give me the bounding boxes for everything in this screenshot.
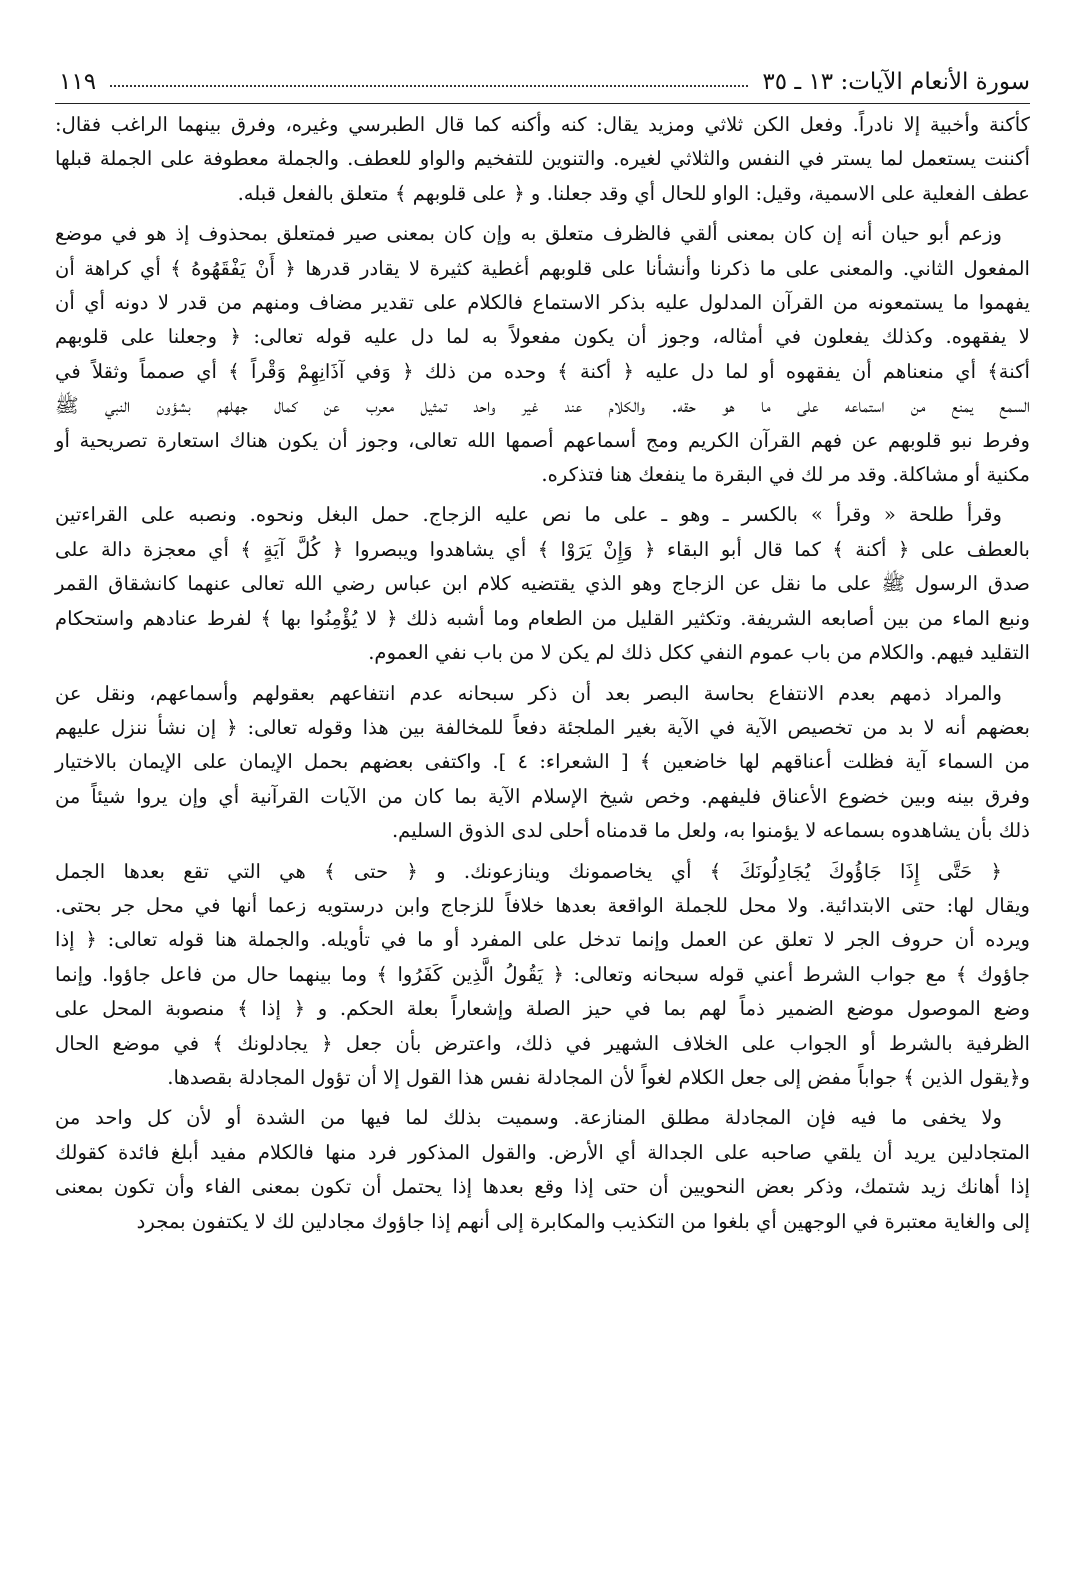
text-line: و﴿يقول الذين ﴾ جواباً مفض إلى جعل الكلام لغواً لأن المجادلة نفس هذا القول إلا أن تؤول المجادلة بقصدها. xyxy=(167,1065,1030,1089)
text-line: مكنية أو مشاكلة. وقد مر لك في البقرة ما ينفعك هنا فتذكره. xyxy=(541,463,1030,487)
text-line: من السماء آية فظلت أعناقهم لها خاضعين ﴾ [ الشعراء: ٤ ]. واكتفى بعضهم بحمل الإيمان على الإيمان بالاختيار xyxy=(55,750,1030,774)
text-line: ويقال لها: حتى الابتدائية. ولا محل للجملة الواقعة بعدها خلافاً للزجاج وابن درستويه زعما أنها في محل جر بحتى. xyxy=(55,893,1030,917)
text-line: المتجادلين يريد أن يلقي صاحبه على الجدالة أي الأرض. والقول المذكور فرد منها فالكلام مفيد أبلغ فائدة كقولك xyxy=(55,1140,1030,1164)
text-line: ولا يخفى ما فيه فإن المجادلة مطلق المنازعة. وسميت بذلك لما فيها من الشدة أو لأن كل واحد من xyxy=(55,1106,1002,1130)
text-line: أكننت يستعمل لما يستر في النفس والثلاثي لغيره. والتنوين للتفخيم والواو للعطف. والجملة معطوفة على الجملة قبلها xyxy=(55,147,1030,171)
commentary-paragraph xyxy=(55,217,1030,492)
text-line: وضع الموصول موضع الضمير ذماً لهم بما في حيز الصلة وإشعاراً بعلة الحكم. و ﴿ إذا ﴾ منصوبة المحل على xyxy=(55,997,1030,1021)
text-line: السمع يمنع من استماعه على ما هو حقه. والكلام عند غير واحد تمثيل معرب عن كمال جهلهم بشؤون النبي ﷺ xyxy=(55,394,1030,418)
text-line: والمراد ذمهم بعدم الانتفاع بحاسة البصر بعد أن ذكر سبحانه عدم انتفاعهم بعقولهم وأسماعهم، ونقل عن xyxy=(55,681,1002,705)
text-line: بعضهم أنه لا بد من تخصيص الآية في الآية بغير الملجئة دفعاً للمخالفة بين هذا وقوله تعالى: ﴿ إن نشأ ننزل عليهم xyxy=(55,715,1030,739)
commentary-paragraph xyxy=(55,108,1030,211)
commentary-paragraph xyxy=(55,1101,1030,1239)
text-line: عطف الفعلية على الاسمية، وقيل: الواو للحال أي وقد جعلنا. و ﴿ على قلوبهم ﴾ متعلق بالفعل قبله. xyxy=(237,181,1030,205)
header-leader-dots xyxy=(110,85,748,87)
text-line: وفرط نبو قلوبهم عن فهم القرآن الكريم ومج أسماعهم أصمها الله تعالى، وجوز أن يكون هناك استعارة تصريحية أو xyxy=(55,428,1030,452)
text-line: أكنة﴾ أي منعناهم أن يفقهوه أو لما دل عليه ﴿ أكنة ﴾ وحده من ذلك ﴿ وَفي آذَانِهِمْ وَقْراً ﴾ أي صمماً وثقلاً في xyxy=(55,359,1030,383)
text-line: التقليد فيهم. والكلام من باب عموم النفي ككل ذلك لم يكن لا من باب نفي العموم. xyxy=(368,641,1030,665)
text-line: ذلك بأن يشاهدوه بسماعه لا يؤمنوا به، ولعل ما قدمناه أحلى لدى الذوق السليم. xyxy=(391,819,1030,843)
text-line: كأكنة وأخبية إلا نادراً. وفعل الكن ثلاثي ومزيد يقال: كنه وأكنه كما قال الطبرسي وغيره، وفرق بينهما الراغب فقال: xyxy=(55,113,1030,136)
text-line: يفهموا ما يستمعونه من القرآن المدلول عليه بذكر الاستماع فالكلام على تقدير مضاف ومنهم من قدر لا دونه أي أن xyxy=(55,291,1030,315)
text-line: إذا أهانك زيد شتمك، وذكر بعض النحويين أن حتى إذا وقع بعدها إذا يحتمل أن تكون بمعنى الفاء وأن تكون بمعنى xyxy=(55,1175,1030,1199)
text-line: بالعطف على ﴿ أكنة ﴾ كما قال أبو البقاء ﴿ وَإِنْ يَرَوْا ﴾ أي يشاهدوا ويبصروا ﴿ كُلَّ آيَةٍ ﴾ أي معجزة دالة على xyxy=(55,537,1030,561)
text-line: ﴿ حَتَّى إِذَا جَاؤُوكَ يُجَادِلُونَكَ ﴾ أي يخاصمونك وينازعونك. و ﴿ حتى ﴾ هي التي تقع بعدها الجمل xyxy=(55,859,1002,883)
commentary-body xyxy=(55,108,1030,1239)
text-line: جاؤوك ﴾ مع جواب الشرط أعني قوله سبحانه وتعالى: ﴿ يَقُولُ الَّذِين كَفَرُوا ﴾ وما بينهما حال من فاعل جاؤوا. وإنما xyxy=(55,962,1030,986)
page-number: ١١٩ xyxy=(59,69,97,95)
commentary-paragraph xyxy=(55,498,1030,670)
text-line: ويرده أن حروف الجر لا تعلق عن العمل وإنما تدخل على المفرد أو ما في تأويله. والجملة هنا قوله تعالى: ﴿ إذا xyxy=(55,928,1030,952)
text-line: الظرفية بالشرط أو الجواب على الخلاف الشهير في ذلك، واعترض بأن جعل ﴿ يجادلونك ﴾ في موضع الحال xyxy=(55,1031,1030,1055)
commentary-paragraph xyxy=(55,677,1030,849)
running-header xyxy=(55,58,1030,104)
text-line: المفعول الثاني. والمعنى على ما ذكرنا وأنشأنا على قلوبهم أغطية كثيرة لا يقادر قدرها ﴿ أَنْ يَفْقَهُوهُ ﴾ أي كراهة أن xyxy=(55,256,1030,280)
text-line: إلى والغاية معتبرة في الوجهين أي بلغوا من التكذيب والمكابرة إلى أنهم إذا جاؤوك مجادلين لك لا يكتفون بمجرد xyxy=(136,1209,1030,1233)
text-line: ونبع الماء من بين أصابعه الشريفة. وتكثير القليل من الطعام وما أشبه ذلك ﴿ لا يُؤْمِنُوا بها ﴾ لفرط عنادهم واستحكام xyxy=(55,606,1030,630)
text-line: وفرق بينه وبين خضوع الأعناق فليفهم. وخص شيخ الإسلام الآية بما كان من الآيات القرآنية أي وإن يروا شيئاً من xyxy=(55,784,1030,808)
text-line: وقرأ طلحة « وقرأ » بالكسر ـ وهو ـ على ما نص عليه الزجاج. حمل البغل ونحوه. ونصبه على القراءتين xyxy=(55,503,1002,527)
surah-title: سورة الأنعام الآيات: ١٣ ـ ٣٥ xyxy=(762,69,1030,95)
text-line: لا يفقهوه. وكذلك يفعلون في أمثاله، وجوز أن يكون مفعولاً به لما دل عليه قوله تعالى: ﴿ وجعلنا على قلوبهم xyxy=(55,325,1030,349)
text-line: صدق الرسول ﷺ على ما نقل عن الزجاج وهو الذي يقتضيه كلام ابن عباس رضي الله تعالى عنهما كانشقاق القمر xyxy=(55,572,1030,596)
book-page xyxy=(55,58,1030,1558)
text-line: وزعم أبو حيان أنه إن كان بمعنى ألقي فالظرف متعلق به وإن كان بمعنى صير فمتعلق بمحذوف إذ هو في موضع xyxy=(55,222,1002,246)
commentary-paragraph xyxy=(55,855,1030,1096)
